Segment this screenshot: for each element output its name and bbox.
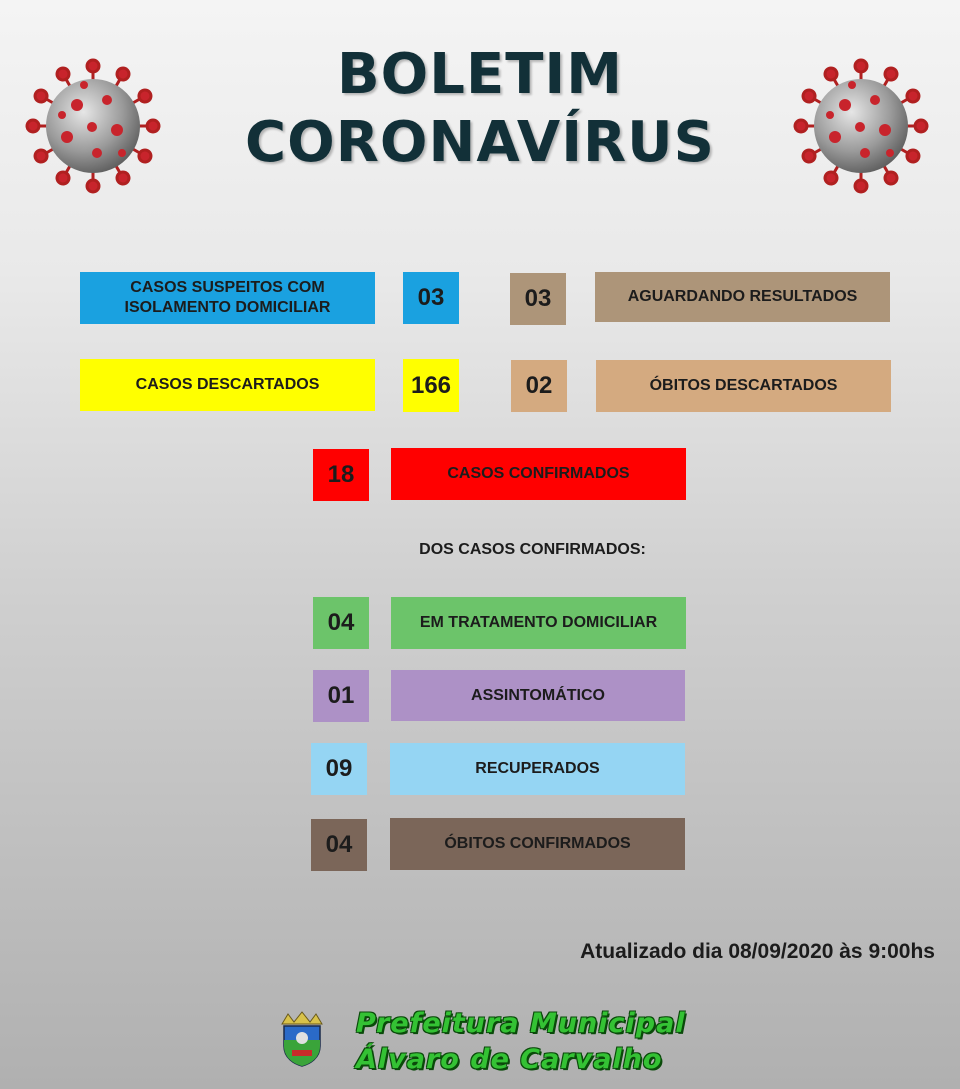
recuperados-value: 09 bbox=[311, 743, 367, 795]
obitos-confirmados-value: 04 bbox=[311, 819, 367, 871]
confirmados-value: 18 bbox=[313, 449, 369, 501]
tratamento-label: EM TRATAMENTO DOMICILIAR bbox=[391, 597, 686, 649]
confirmados-label: CASOS CONFIRMADOS bbox=[391, 448, 686, 500]
suspeitos-value: 03 bbox=[403, 272, 459, 324]
aguardando-label: AGUARDANDO RESULTADOS bbox=[595, 272, 890, 322]
obitos-descartados-value: 02 bbox=[511, 360, 567, 412]
obitos-confirmados-label: ÓBITOS CONFIRMADOS bbox=[390, 818, 685, 870]
updated-timestamp: Atualizado dia 08/09/2020 às 9:00hs bbox=[580, 940, 935, 963]
breakdown-heading: DOS CASOS CONFIRMADOS: bbox=[419, 541, 646, 558]
recuperados-label: RECUPERADOS bbox=[390, 743, 685, 795]
aguardando-value: 03 bbox=[510, 273, 566, 325]
descartados-value: 166 bbox=[403, 359, 459, 412]
title-line-1: BOLETIM bbox=[337, 42, 623, 107]
descartados-label: CASOS DESCARTADOS bbox=[80, 359, 375, 411]
title-line-2: CORONAVÍRUS bbox=[245, 110, 715, 175]
assintomatico-label: ASSINTOMÁTICO bbox=[391, 670, 685, 721]
suspeitos-label-line-2: ISOLAMENTO DOMICILIAR bbox=[124, 299, 331, 316]
tratamento-value: 04 bbox=[313, 597, 369, 649]
suspeitos-label-box bbox=[80, 272, 375, 324]
obitos-descartados-label: ÓBITOS DESCARTADOS bbox=[596, 360, 891, 412]
coat-of-arms-icon bbox=[274, 1010, 330, 1068]
assintomatico-value: 01 bbox=[313, 670, 369, 722]
footer-line-1: Prefeitura Municipal bbox=[356, 1008, 686, 1039]
suspeitos-label-line-1: CASOS SUSPEITOS COM bbox=[130, 279, 325, 296]
footer-line-2: Álvaro de Carvalho bbox=[356, 1044, 663, 1075]
